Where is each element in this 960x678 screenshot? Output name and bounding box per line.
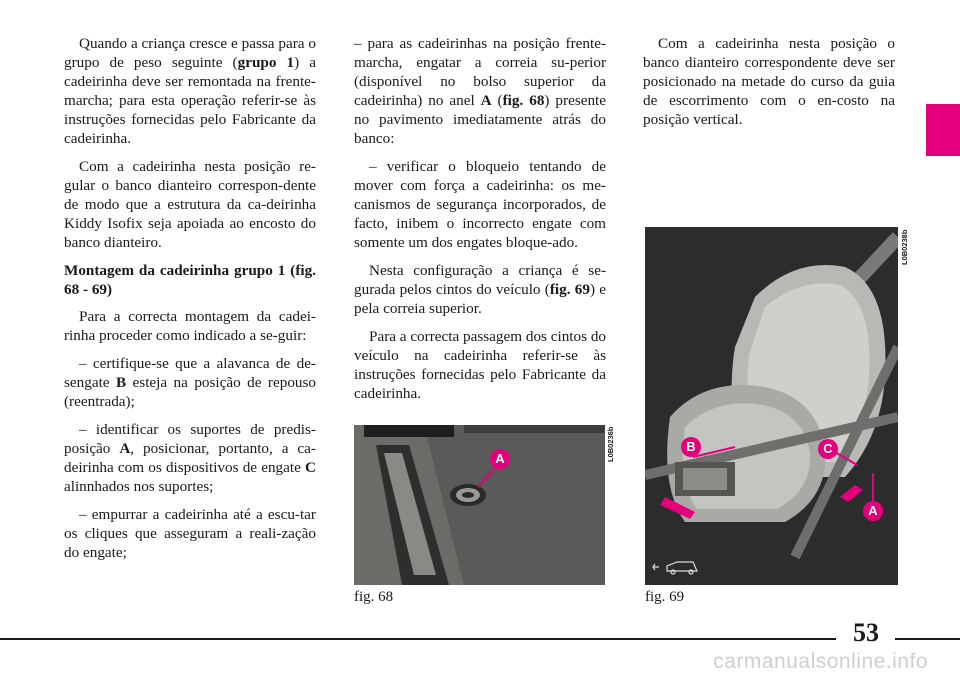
page-number: 53 bbox=[853, 618, 879, 647]
bold-text: B bbox=[115, 374, 127, 391]
paragraph bbox=[354, 34, 606, 148]
text: Nesta configuração a criança é se-gurada pelos cintos do veículo ( bbox=[354, 262, 606, 298]
figure-68-image bbox=[354, 425, 605, 585]
text-column-2 bbox=[354, 34, 606, 412]
paragraph bbox=[64, 420, 316, 496]
section-tab bbox=[926, 104, 960, 156]
bold-text: A bbox=[119, 440, 131, 457]
bold-text: grupo 1 bbox=[237, 54, 295, 71]
figure-reference: fig. 69 bbox=[549, 281, 590, 298]
marker-a: A bbox=[863, 501, 883, 521]
bold-text: A bbox=[480, 92, 492, 109]
section-heading: Montagem da cadeirinha grupo 1 (fig. 68 - 69) bbox=[64, 262, 316, 298]
text: – identificar os suportes de predis-posição bbox=[64, 421, 316, 457]
text: , posicionar, portanto, a ca-deirinha com os dispositivos de engate bbox=[64, 440, 316, 476]
text: ) a cadeirinha deve ser remontada na frente-marcha; para esta operação referir-se às instruções fornecidas pelo Fabricante da cadeirinha. bbox=[64, 54, 316, 147]
text: esteja na posição de repouso (reentrada); bbox=[64, 374, 317, 410]
paragraph bbox=[64, 354, 316, 411]
figure-69-code: L0B0238b bbox=[900, 229, 909, 265]
figure-68-code: L0B0236b bbox=[606, 426, 615, 462]
paragraph: Para a correcta montagem da cadei-rinha proceder como indicado a se-guir: bbox=[64, 308, 316, 344]
paragraph: – empurrar a cadeirinha até a escu-tar os cliques que asseguram a reali-zação do engate; bbox=[64, 506, 316, 561]
paragraph bbox=[64, 34, 316, 148]
bold-text: C bbox=[305, 459, 316, 476]
figure-69-caption: fig. 69 bbox=[645, 589, 685, 605]
paragraph: Com a cadeirinha nesta posição re-gular o banco dianteiro correspon-dente de modo que a estrutura da ca-deirinha Kiddy Isofix seja apoiada ao encosto do banco dianteiro. bbox=[64, 158, 316, 251]
paragraph bbox=[354, 261, 606, 318]
child-seat-illustration bbox=[645, 227, 898, 585]
text-column-3 bbox=[643, 34, 895, 138]
paragraph: Com a cadeirinha nesta posição o banco dianteiro correspondente deve ser posicionado na metade do curso da guia de escorrimento com o en-costo na posição vertical. bbox=[643, 35, 895, 128]
marker-c: C bbox=[818, 439, 838, 459]
paragraph: Para a correcta passagem dos cintos do veículo na cadeirinha referir-se às instruções fornecidas pelo Fabricante da cadeirinha. bbox=[354, 328, 607, 402]
floor-anchor-illustration bbox=[354, 425, 605, 585]
marker-b: B bbox=[681, 437, 701, 457]
text-column-1 bbox=[64, 34, 316, 571]
footer-rule-right bbox=[895, 638, 960, 640]
text: ) presente no pavimento imediatamente atrás do banco: bbox=[354, 92, 607, 147]
text: ( bbox=[491, 92, 503, 109]
figure-68-caption: fig. 68 bbox=[354, 589, 394, 605]
figure-69-image bbox=[645, 227, 898, 585]
text: alinnhados nos suportes; bbox=[64, 478, 214, 495]
footer-rule bbox=[0, 638, 836, 640]
watermark: carmanualsonline.info bbox=[713, 650, 928, 673]
marker-a: A bbox=[490, 449, 510, 469]
text: – certifique-se que a alavanca de de-sengate bbox=[64, 355, 316, 391]
text: Quando a criança cresce e passa para o grupo de peso seguinte ( bbox=[64, 35, 316, 71]
figure-reference: fig. 68 bbox=[502, 92, 545, 109]
paragraph: – verificar o bloqueio tentando de mover com força a cadeirinha: os me-canismos de segurança incorporados, de facto, inibem o incorrecto engate com somente um dos engates bloque-ado. bbox=[354, 158, 606, 251]
text: ) e pela correia superior. bbox=[354, 281, 606, 317]
text: – para as cadeirinhas na posição frente-marcha, engatar a correia su-perior (disponível no bolso superior da cadeirinha) no anel bbox=[354, 35, 606, 109]
